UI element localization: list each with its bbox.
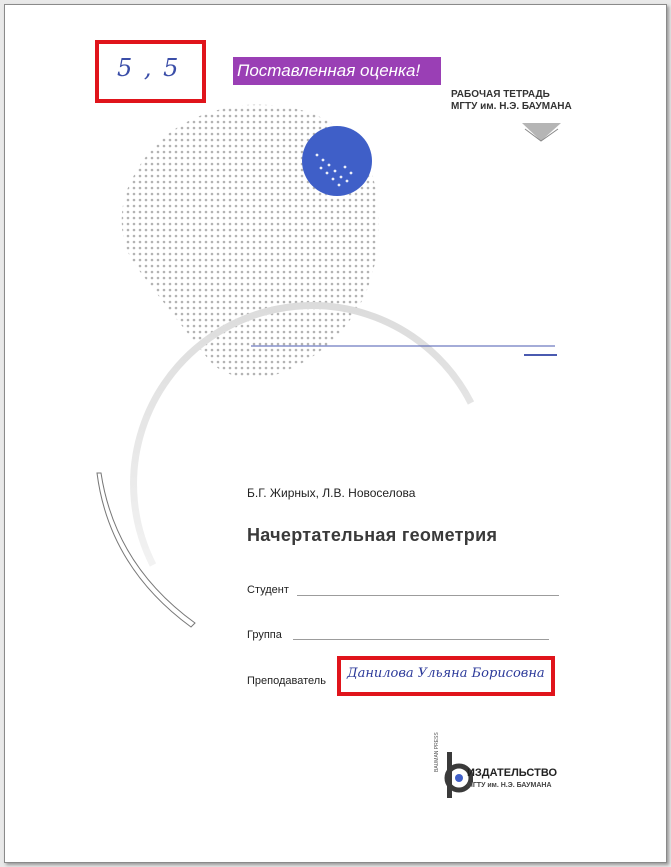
group-line xyxy=(293,639,549,640)
document-page xyxy=(4,4,667,863)
grade-banner: Поставленная оценка! xyxy=(233,57,441,85)
publisher-name: ИЗДАТЕЛЬСТВО xyxy=(467,767,558,779)
teacher-highlight-box xyxy=(337,656,555,696)
teacher-name: Данилова Ульяна Борисовна xyxy=(347,666,545,681)
publisher-sub: МГТУ им. Н.Э. БАУМАНА xyxy=(467,782,552,789)
teacher-label: Преподаватель xyxy=(247,675,326,687)
publisher-vertical-text: BAUMAN PRESS xyxy=(434,732,440,772)
book-title: Начертательная геометрия xyxy=(247,525,498,545)
series-label xyxy=(451,89,572,113)
cover-artwork xyxy=(5,5,666,862)
authors: Б.Г. Жирных, Л.В. Новоселова xyxy=(247,486,416,500)
blue-circle-emblem xyxy=(302,126,372,196)
series-line-2: МГТУ им. Н.Э. БАУМАНА xyxy=(451,101,572,112)
series-line-1: РАБОЧАЯ ТЕТРАДЬ xyxy=(451,89,550,100)
triangle-mark xyxy=(522,123,561,141)
student-label: Студент xyxy=(247,584,289,596)
group-label: Группа xyxy=(247,629,282,641)
grade-value: 5 , 5 xyxy=(117,54,181,82)
grade-highlight-box xyxy=(95,40,206,103)
student-line xyxy=(297,595,559,596)
